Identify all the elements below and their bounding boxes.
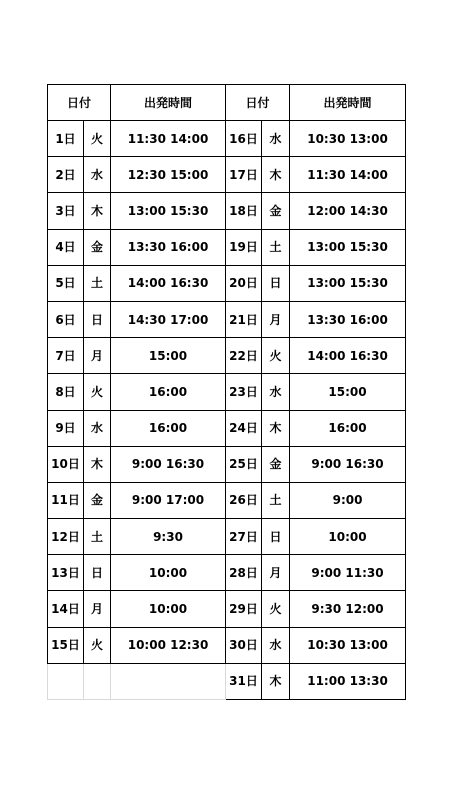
right-day-cell: 30日: [226, 627, 262, 663]
right-day-cell: 21日: [226, 301, 262, 337]
left-day-cell: 5日: [48, 265, 84, 301]
schedule-row: [48, 301, 406, 337]
right-day-cell: 17日: [226, 157, 262, 193]
left-day-cell: 1日: [48, 121, 84, 157]
right-weekday-cell: 日: [262, 265, 290, 301]
right-weekday-cell: 水: [262, 121, 290, 157]
left-departure-times-cell: 10:00: [111, 591, 226, 627]
schedule-row: [48, 410, 406, 446]
right-weekday-cell: 水: [262, 627, 290, 663]
right-day-cell: 29日: [226, 591, 262, 627]
left-weekday-cell: 木: [84, 193, 111, 229]
right-departure-times-cell: 13:00 15:30: [290, 265, 406, 301]
right-day-cell: 19日: [226, 229, 262, 265]
left-departure-times-cell: 16:00: [111, 410, 226, 446]
schedule-row: [48, 374, 406, 410]
right-weekday-cell: 水: [262, 374, 290, 410]
right-day-cell: 28日: [226, 555, 262, 591]
time-header-right: 出発時間: [290, 85, 406, 121]
left-departure-times-cell: 13:30 16:00: [111, 229, 226, 265]
left-departure-times-cell: 9:00 16:30: [111, 446, 226, 482]
right-day-cell: 20日: [226, 265, 262, 301]
right-departure-times-cell: 9:00 11:30: [290, 555, 406, 591]
schedule-body: [48, 85, 406, 700]
left-departure-times-cell: 14:00 16:30: [111, 265, 226, 301]
right-weekday-cell: 土: [262, 482, 290, 518]
right-departure-times-cell: 13:00 15:30: [290, 229, 406, 265]
schedule-row: [48, 627, 406, 663]
left-day-cell: 7日: [48, 338, 84, 374]
right-departure-times-cell: 10:30 13:00: [290, 627, 406, 663]
schedule-row: [48, 265, 406, 301]
right-weekday-cell: 月: [262, 555, 290, 591]
left-departure-times-cell: 15:00: [111, 338, 226, 374]
right-day-cell: 24日: [226, 410, 262, 446]
left-weekday-cell: 土: [84, 265, 111, 301]
right-departure-times-cell: 11:30 14:00: [290, 157, 406, 193]
right-departure-times-cell: 9:30 12:00: [290, 591, 406, 627]
left-day-cell: 9日: [48, 410, 84, 446]
right-weekday-cell: 木: [262, 663, 290, 699]
schedule-row: [48, 121, 406, 157]
schedule-row: [48, 446, 406, 482]
right-weekday-cell: 火: [262, 591, 290, 627]
left-departure-times-cell: 9:30: [111, 519, 226, 555]
departure-schedule-table: [47, 84, 406, 700]
header-row: [48, 85, 406, 121]
left-empty-cell: [111, 663, 226, 699]
right-day-cell: 23日: [226, 374, 262, 410]
left-weekday-cell: 日: [84, 555, 111, 591]
schedule-row: [48, 338, 406, 374]
left-weekday-cell: 日: [84, 301, 111, 337]
right-departure-times-cell: 9:00: [290, 482, 406, 518]
left-departure-times-cell: 12:30 15:00: [111, 157, 226, 193]
right-departure-times-cell: 14:00 16:30: [290, 338, 406, 374]
right-day-cell: 25日: [226, 446, 262, 482]
left-day-cell: 11日: [48, 482, 84, 518]
right-day-cell: 27日: [226, 519, 262, 555]
schedule-row: [48, 193, 406, 229]
left-weekday-cell: 金: [84, 229, 111, 265]
schedule-row: [48, 519, 406, 555]
right-departure-times-cell: 11:00 13:30: [290, 663, 406, 699]
left-departure-times-cell: 10:00: [111, 555, 226, 591]
right-weekday-cell: 日: [262, 519, 290, 555]
right-departure-times-cell: 16:00: [290, 410, 406, 446]
left-weekday-cell: 土: [84, 519, 111, 555]
right-departure-times-cell: 10:00: [290, 519, 406, 555]
schedule-row: [48, 591, 406, 627]
left-departure-times-cell: 10:00 12:30: [111, 627, 226, 663]
left-weekday-cell: 金: [84, 482, 111, 518]
right-day-cell: 31日: [226, 663, 262, 699]
left-day-cell: 13日: [48, 555, 84, 591]
left-weekday-cell: 水: [84, 157, 111, 193]
schedule-row: [48, 482, 406, 518]
schedule-row: [48, 663, 406, 699]
left-weekday-cell: 水: [84, 410, 111, 446]
right-weekday-cell: 金: [262, 446, 290, 482]
left-day-cell: 10日: [48, 446, 84, 482]
right-weekday-cell: 土: [262, 229, 290, 265]
left-weekday-cell: 月: [84, 591, 111, 627]
left-day-cell: 14日: [48, 591, 84, 627]
left-weekday-cell: 木: [84, 446, 111, 482]
right-weekday-cell: 金: [262, 193, 290, 229]
right-day-cell: 18日: [226, 193, 262, 229]
date-header-right: 日付: [226, 85, 290, 121]
left-departure-times-cell: 16:00: [111, 374, 226, 410]
right-departure-times-cell: 10:30 13:00: [290, 121, 406, 157]
right-departure-times-cell: 13:30 16:00: [290, 301, 406, 337]
left-weekday-cell: 火: [84, 121, 111, 157]
schedule-row: [48, 157, 406, 193]
left-empty-cell: [84, 663, 111, 699]
right-day-cell: 16日: [226, 121, 262, 157]
right-weekday-cell: 月: [262, 301, 290, 337]
right-departure-times-cell: 15:00: [290, 374, 406, 410]
left-weekday-cell: 月: [84, 338, 111, 374]
left-departure-times-cell: 14:30 17:00: [111, 301, 226, 337]
date-header-left: 日付: [48, 85, 111, 121]
left-departure-times-cell: 9:00 17:00: [111, 482, 226, 518]
right-day-cell: 22日: [226, 338, 262, 374]
left-day-cell: 12日: [48, 519, 84, 555]
left-day-cell: 3日: [48, 193, 84, 229]
left-departure-times-cell: 13:00 15:30: [111, 193, 226, 229]
left-day-cell: 6日: [48, 301, 84, 337]
schedule-row: [48, 229, 406, 265]
left-day-cell: 15日: [48, 627, 84, 663]
left-departure-times-cell: 11:30 14:00: [111, 121, 226, 157]
right-weekday-cell: 木: [262, 157, 290, 193]
right-weekday-cell: 火: [262, 338, 290, 374]
time-header-left: 出発時間: [111, 85, 226, 121]
right-day-cell: 26日: [226, 482, 262, 518]
left-day-cell: 2日: [48, 157, 84, 193]
schedule-row: [48, 555, 406, 591]
right-departure-times-cell: 9:00 16:30: [290, 446, 406, 482]
right-weekday-cell: 木: [262, 410, 290, 446]
left-weekday-cell: 火: [84, 627, 111, 663]
left-day-cell: 8日: [48, 374, 84, 410]
left-weekday-cell: 火: [84, 374, 111, 410]
right-departure-times-cell: 12:00 14:30: [290, 193, 406, 229]
left-empty-cell: [48, 663, 84, 699]
left-day-cell: 4日: [48, 229, 84, 265]
